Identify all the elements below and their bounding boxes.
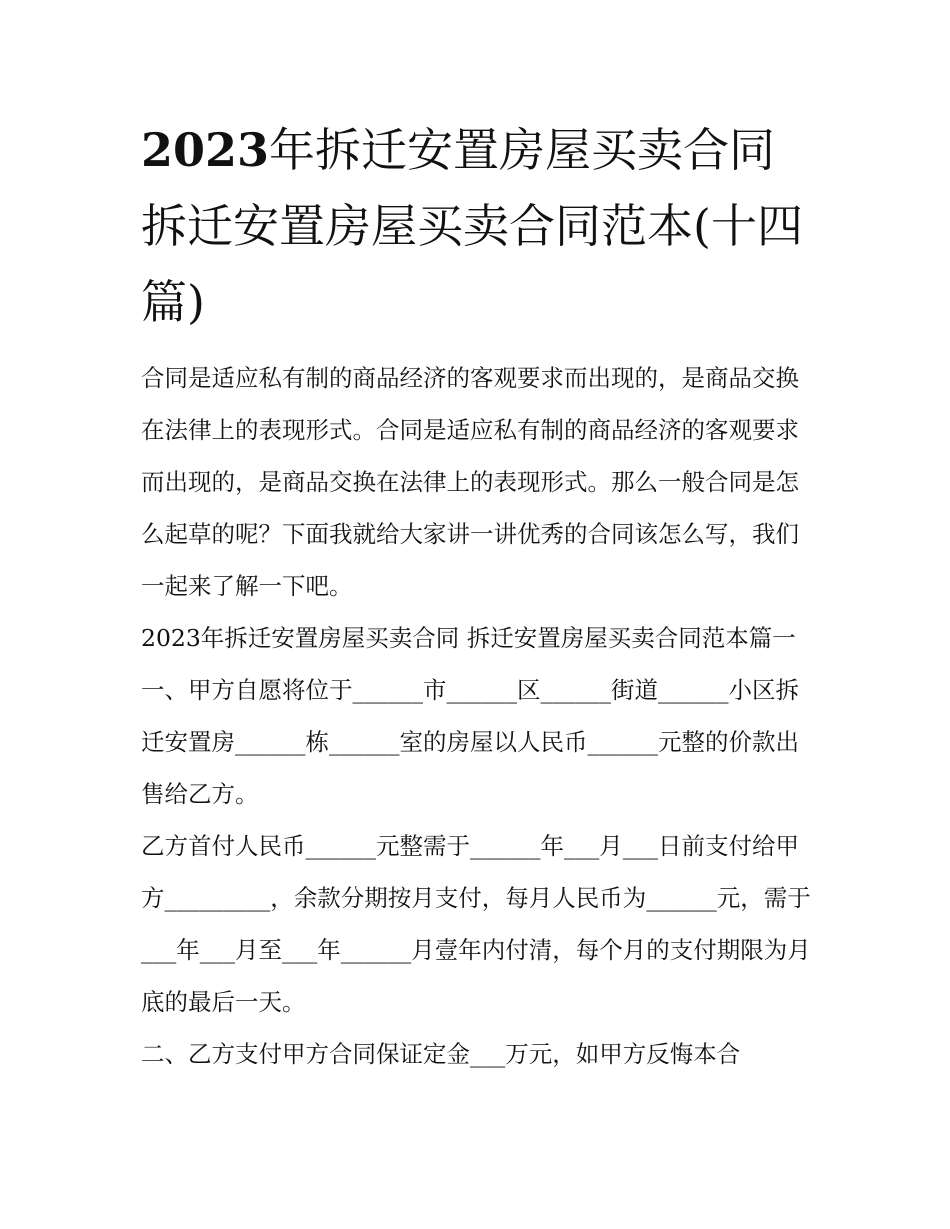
payment-paragraph: 乙方首付人民币______元整需于______年___月___日前支付给甲方_________，余款分期按月支付，每月人民币为______元，需于___年___月至___年______月壹年内付清，每个月的支付期限为月底的最后一天。 bbox=[141, 832, 811, 1016]
section-heading: 2023年拆迁安置房屋买卖合同 拆迁安置房屋买卖合同范本篇一 bbox=[141, 624, 796, 652]
clause-one-paragraph: 一、甲方自愿将位于______市______区______街道______小区拆迁安置房______栋______室的房屋以人民币______元整的价款出售给乙方。 bbox=[141, 676, 799, 808]
document-title bbox=[141, 112, 821, 340]
title-year: 2023 bbox=[141, 123, 270, 177]
document-body bbox=[141, 352, 813, 1080]
title-text: 年拆迁安置房屋买卖合同 拆迁安置房屋买卖合同范本(十四篇) bbox=[141, 123, 803, 329]
clause-two-paragraph: 二、乙方支付甲方合同保证定金___万元，如甲方反悔本合 bbox=[141, 1040, 741, 1068]
intro-paragraph: 合同是适应私有制的商品经济的客观要求而出现的，是商品交换在法律上的表现形式。合同是适应私有制的商品经济的客观要求而出现的，是商品交换在法律上的表现形式。那么一般合同是怎么起草的呢？下面我就给大家讲一讲优秀的合同该怎么写，我们一起来了解一下吧。 bbox=[141, 364, 799, 600]
